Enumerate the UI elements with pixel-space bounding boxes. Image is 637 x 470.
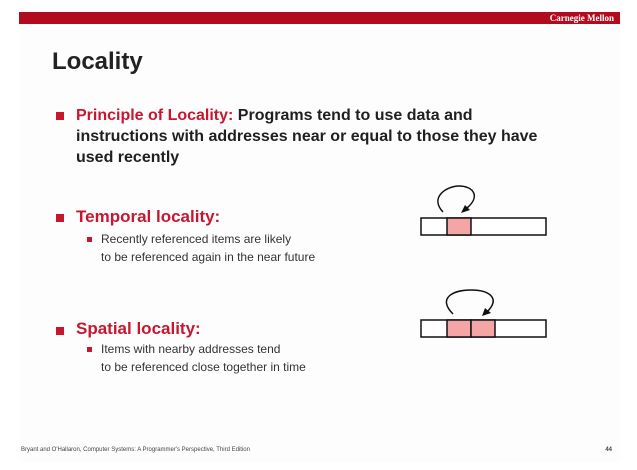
spatial-description [101, 340, 401, 376]
memory-array [421, 218, 546, 235]
temporal-locality-diagram [419, 182, 549, 238]
spatial-heading: Spatial locality: [76, 319, 201, 338]
referenced-cell [447, 320, 471, 337]
subbullet-spatial [87, 347, 92, 352]
referenced-cell [447, 218, 471, 235]
spatial-locality-diagram [419, 284, 549, 340]
bullet-temporal [56, 214, 64, 222]
temporal-line-2: to be referenced again in the near future [101, 250, 316, 264]
spatial-line-1: Items with nearby addresses tend [101, 342, 281, 356]
temporal-description [101, 230, 401, 266]
principle-term: Principle of Locality: [76, 107, 234, 124]
slide [19, 6, 620, 462]
temporal-heading: Temporal locality: [76, 207, 221, 226]
slide-title: Locality [52, 48, 143, 75]
header-bar [19, 12, 620, 24]
spatial-line-2: to be referenced close together in time [101, 360, 306, 374]
temporal-line-1: Recently referenced items are likely [101, 232, 292, 246]
footer-citation: Bryant and O'Hallaron, Computer Systems: A Programmer's Perspective, Third Edition [21, 447, 250, 453]
subbullet-temporal [87, 237, 92, 242]
university-brand: Carnegie Mellon [549, 13, 614, 23]
repeat-arrow [438, 186, 474, 212]
nearby-cell [471, 320, 495, 337]
principle-description: Programs tend to use data and instructions with addresses near or equal to those they have used recently [76, 107, 538, 166]
bullet-principle [56, 112, 64, 120]
page-number: 44 [605, 447, 612, 453]
bullet-spatial [56, 327, 64, 335]
principle-text [76, 105, 566, 168]
